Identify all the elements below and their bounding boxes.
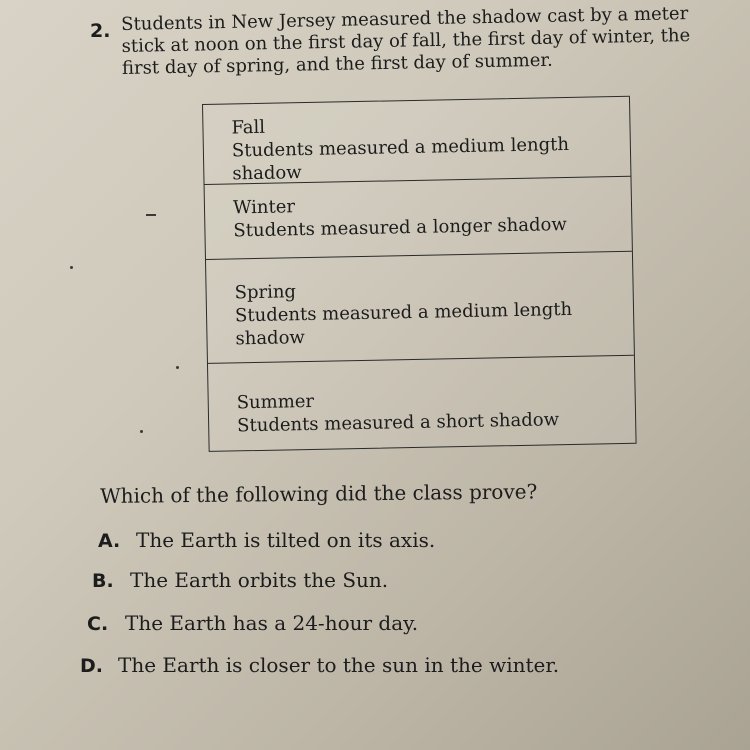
observation-text: Students measured a longer shadow xyxy=(233,214,567,242)
table-row xyxy=(206,252,634,364)
answer-prompt: Which of the following did the class prove? xyxy=(100,479,538,508)
choice-text: The Earth is closer to the sun in the winter. xyxy=(118,653,560,677)
choice-letter: C. xyxy=(87,613,109,635)
observation-text: Students measured a short shadow xyxy=(236,409,560,437)
choice-letter: A. xyxy=(98,530,121,552)
answer-choice-d[interactable] xyxy=(80,653,559,677)
pencil-mark xyxy=(70,266,73,269)
season-label: Summer xyxy=(236,390,315,414)
season-label: Winter xyxy=(232,196,296,219)
question-stem: Students in New Jersey measured the shadow cast by a meter stick at noon on the first day of fall, the first day of winter, the first day of spring, and the first day of summer. xyxy=(121,3,691,79)
answer-choice-a[interactable] xyxy=(98,528,435,552)
choice-letter: D. xyxy=(80,655,103,677)
table-row xyxy=(203,97,630,185)
observation-text: Students measured a medium length shadow xyxy=(231,133,570,185)
season-label: Spring xyxy=(234,281,297,304)
season-label: Fall xyxy=(231,116,266,139)
table-row xyxy=(205,177,632,260)
choice-text: The Earth orbits the Sun. xyxy=(130,568,389,592)
pencil-mark xyxy=(146,214,156,216)
pencil-mark xyxy=(176,366,179,369)
pencil-mark xyxy=(140,430,143,433)
observation-text: Students measured a medium length shadow xyxy=(234,298,573,350)
table-row xyxy=(208,356,636,451)
choice-letter: B. xyxy=(92,570,114,592)
choice-text: The Earth has a 24-hour day. xyxy=(125,611,419,635)
answer-choice-c[interactable] xyxy=(87,611,418,635)
answer-choice-b[interactable] xyxy=(92,568,388,592)
question-number: 2. xyxy=(90,20,111,42)
choice-text: The Earth is tilted on its axis. xyxy=(136,528,436,552)
observations-table xyxy=(202,96,637,452)
